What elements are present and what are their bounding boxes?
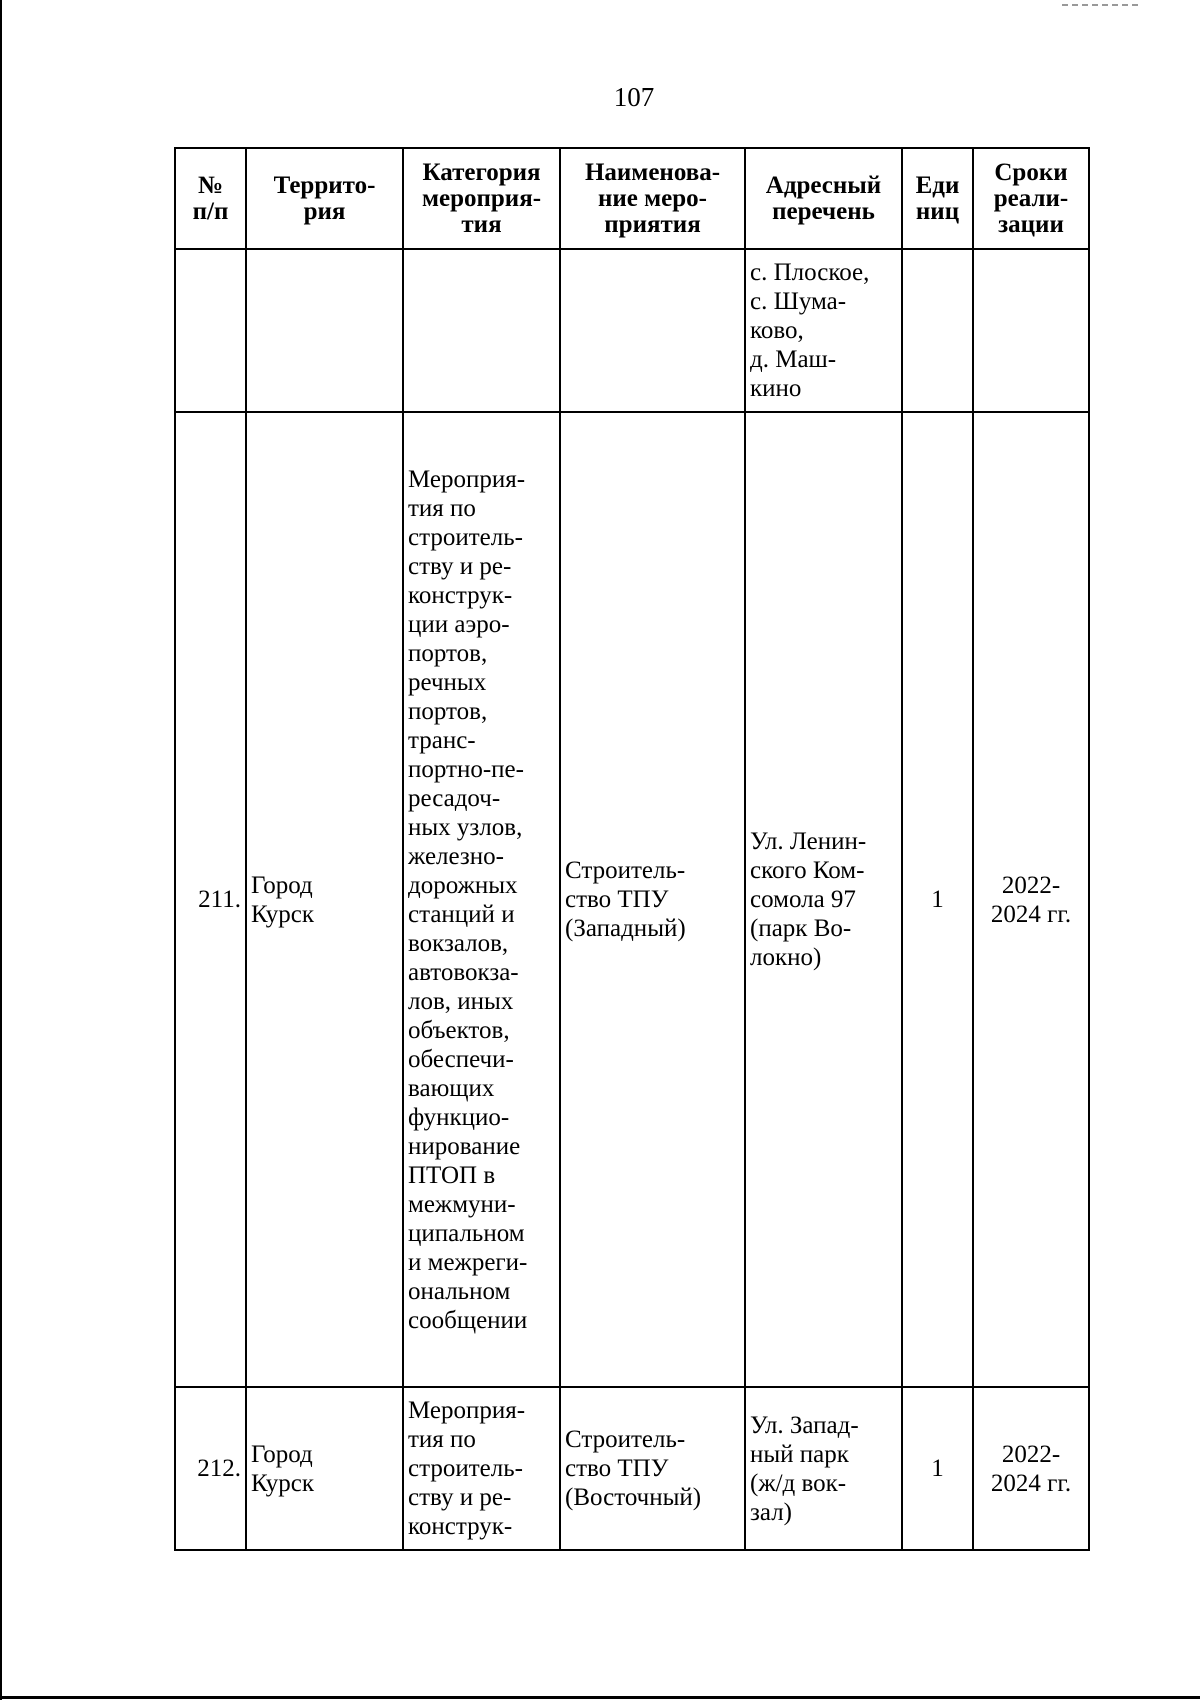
header-units: Еди ниц: [902, 148, 973, 249]
cell-name: Строитель- ство ТПУ (Западный): [560, 412, 745, 1387]
cell-num: [175, 249, 246, 412]
cell-units: [902, 249, 973, 412]
cell-name: Строитель- ство ТПУ (Восточный): [560, 1387, 745, 1550]
scan-corner-mark: [1062, 4, 1142, 6]
header-num: № п/п: [175, 148, 246, 249]
cell-units: 1: [902, 412, 973, 1387]
scan-bottom-border: [0, 1696, 1200, 1699]
header-category: Категория мероприя- тия: [403, 148, 560, 249]
cell-units: 1: [902, 1387, 973, 1550]
cell-num: 212.: [175, 1387, 246, 1550]
cell-address: Ул. Ленин- ского Ком- сомола 97 (парк Во- локно): [745, 412, 902, 1387]
cell-territory: Город Курск: [246, 412, 403, 1387]
scan-left-border: [0, 0, 2, 1700]
page-number: 107: [613, 82, 655, 112]
cell-period: 2022- 2024 гг.: [973, 1387, 1089, 1550]
header-address: Адресный перечень: [745, 148, 902, 249]
cell-category: Мероприя- тия по строитель- ству и ре- конструк-: [403, 1387, 560, 1550]
cell-period: 2022- 2024 гг.: [973, 412, 1089, 1387]
cell-name: [560, 249, 745, 412]
table-row: [175, 412, 1089, 1387]
header-name: Наименова- ние меро- приятия: [560, 148, 745, 249]
header-period: Сроки реали- зации: [973, 148, 1089, 249]
table-row-continuation: [175, 249, 1089, 412]
cell-category: [403, 249, 560, 412]
cell-address: с. Плоское, с. Шума- ково, д. Маш- кино: [745, 249, 902, 412]
cell-category: Мероприя- тия по строитель- ству и ре- конструк- ции аэро- портов, речных портов, транс- портно-пе- ресадоч- ных узлов, железно- дорожных станций и вокзалов, автовокза- лов, иных объектов, обеспечи- вающих функцио- нирование ПТОП в межмуни- ципальном и межреги- ональном сообщении: [403, 412, 560, 1387]
header-territory: Террито- рия: [246, 148, 403, 249]
table-header-row: [175, 148, 1089, 249]
table-row: [175, 1387, 1089, 1550]
cell-territory: Город Курск: [246, 1387, 403, 1550]
cell-territory: [246, 249, 403, 412]
cell-period: [973, 249, 1089, 412]
measures-table: [174, 147, 1090, 1551]
cell-num: 211.: [175, 412, 246, 1387]
cell-address: Ул. Запад- ный парк (ж/д вок- зал): [745, 1387, 902, 1550]
